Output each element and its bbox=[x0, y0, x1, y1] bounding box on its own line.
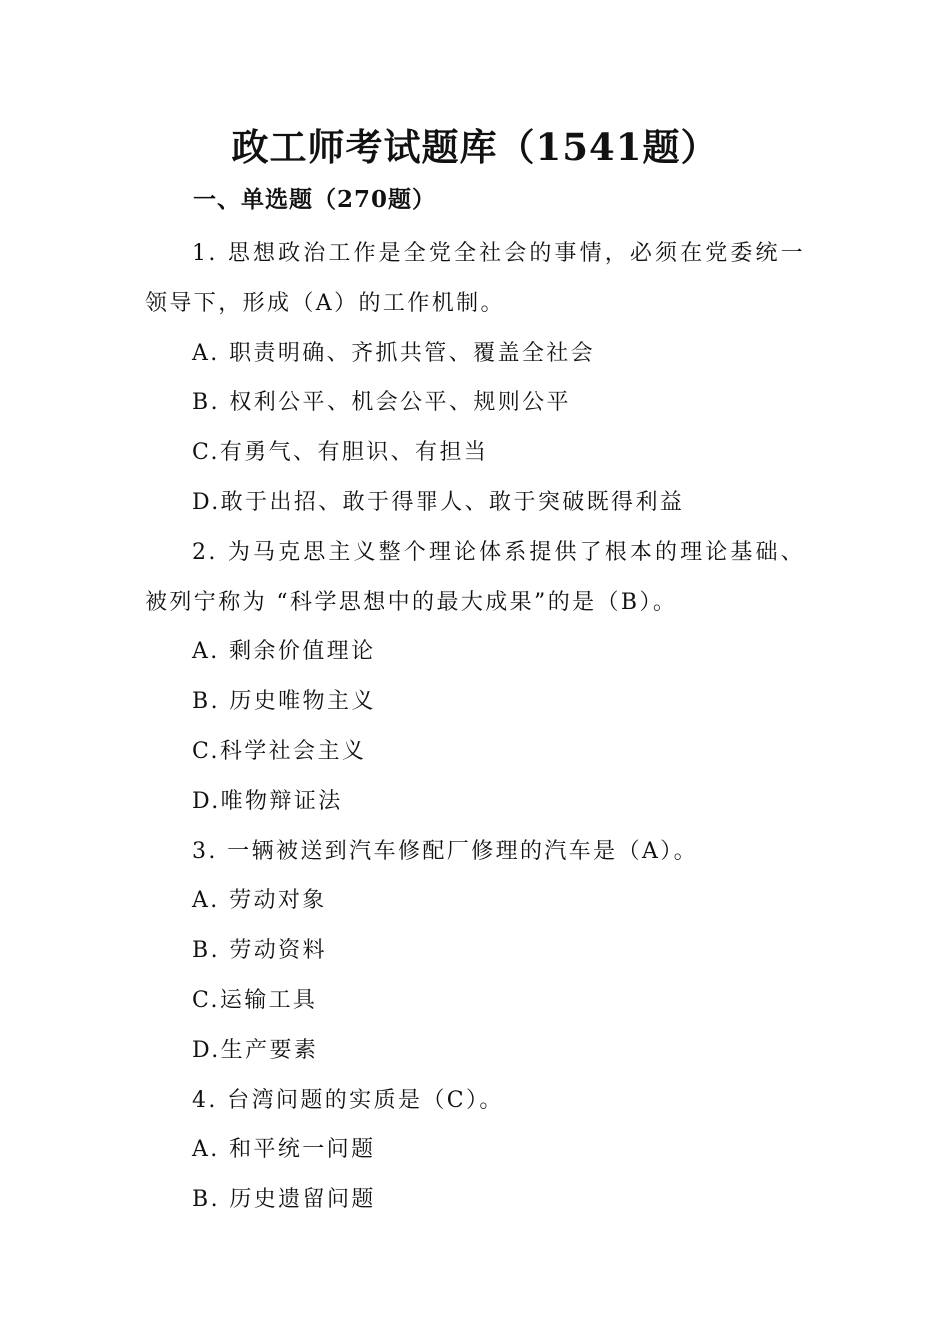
question-1-option-c: C.有勇气、有胆识、有担当 bbox=[192, 440, 489, 466]
question-1-option-b: B. 权利公平、机会公平、规则公平 bbox=[192, 390, 571, 416]
question-1-stem: 1. 思想政治工作是全党全社会的事情，必须在党委统一领导下，形成（A）的工作机制。 bbox=[145, 241, 805, 316]
question-2-stem: 2. 为马克思主义整个理论体系提供了根本的理论基础、被列宁称为 “科学思想中的最大成果”的是（B）。 bbox=[145, 539, 805, 615]
question-3-option-b: B. 劳动资料 bbox=[192, 938, 327, 964]
question-2-option-a: A. 剩余价值理论 bbox=[192, 639, 376, 665]
question-1-option-d: D.敢于出招、敢于得罪人、敢于突破既得利益 bbox=[192, 489, 685, 515]
question-2-option-c: C.科学社会主义 bbox=[192, 738, 367, 764]
question-2-option-b: B. 历史唯物主义 bbox=[192, 689, 376, 715]
question-3-option-d: D.生产要素 bbox=[192, 1037, 319, 1063]
question-3-stem: 3. 一辆被送到汽车修配厂修理的汽车是（A）。 bbox=[192, 838, 699, 864]
question-list bbox=[145, 229, 805, 1225]
section-heading: 一、单选题（270题） bbox=[193, 186, 437, 213]
question-4-option-a: A. 和平统一问题 bbox=[192, 1137, 376, 1163]
question-4-option-b: B. 历史遗留问题 bbox=[192, 1187, 376, 1213]
question-2-option-d: D.唯物辩证法 bbox=[192, 788, 343, 814]
question-1-option-a: A. 职责明确、齐抓共管、覆盖全社会 bbox=[192, 340, 596, 366]
document-title: 政工师考试题库（1541题） bbox=[231, 125, 719, 169]
question-4-stem: 4. 台湾问题的实质是（C）。 bbox=[192, 1087, 504, 1113]
question-3-option-a: A. 劳动对象 bbox=[192, 888, 327, 914]
question-3-option-c: C.运输工具 bbox=[192, 987, 318, 1013]
